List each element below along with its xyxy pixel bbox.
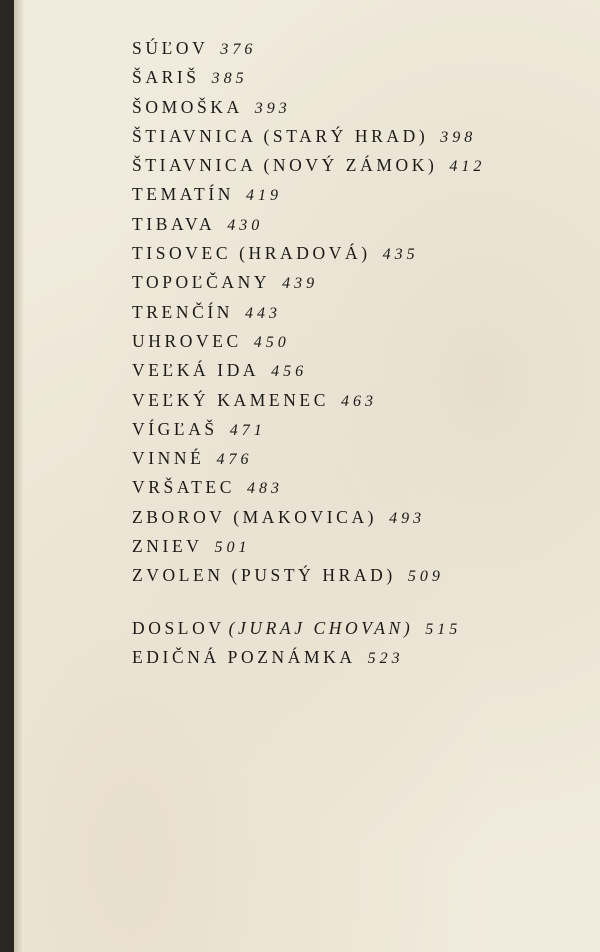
toc-entry-title: ŠOMOŠKA <box>132 96 243 117</box>
toc-entry <box>132 239 485 268</box>
toc-appendix-entry <box>132 614 485 643</box>
toc-entry <box>132 122 485 151</box>
toc-entry <box>132 415 485 444</box>
toc-entry <box>132 210 485 239</box>
toc-entry-page: 439 <box>282 275 319 293</box>
toc-entry-page: 376 <box>220 41 257 58</box>
toc-entry <box>132 34 485 63</box>
toc-entry-page: 393 <box>254 99 291 117</box>
toc-entry-page: 515 <box>425 620 462 638</box>
toc-entry <box>132 93 485 122</box>
toc-entry-page: 385 <box>211 70 248 88</box>
toc-entry-title: ZNIEV <box>132 536 203 557</box>
toc-entry-title: UHROVEC <box>132 330 242 351</box>
toc-appendix-entry <box>132 643 485 672</box>
toc-entry <box>132 532 485 561</box>
toc-entry <box>132 473 485 502</box>
toc-entry <box>132 63 485 92</box>
toc-entry-author: (JURAJ CHOVAN) <box>228 617 414 638</box>
toc-entry <box>132 298 485 327</box>
toc-entry <box>132 386 485 415</box>
book-page <box>14 0 600 952</box>
toc-entry-title: SÚĽOV <box>132 38 209 58</box>
toc-entry-title: TOPOĽČANY <box>132 272 271 293</box>
page-edge <box>14 0 24 952</box>
toc-entry-page: 412 <box>449 158 486 176</box>
toc-entry <box>132 444 485 473</box>
toc-entry-page: 450 <box>253 333 290 351</box>
toc-entry-page: 501 <box>214 539 251 557</box>
toc-entry <box>132 503 485 532</box>
toc-entry-title: ŠTIAVNICA (NOVÝ ZÁMOK) <box>132 155 438 176</box>
toc-entry-title: VEĽKÁ IDA <box>132 360 260 381</box>
toc-entry-page: 398 <box>440 128 477 146</box>
toc-entry-title: VINNÉ <box>132 448 205 469</box>
toc-entry-title: ŠTIAVNICA (STARÝ HRAD) <box>132 125 429 146</box>
toc-entry-title: TRENČÍN <box>132 301 234 322</box>
toc-entry <box>132 356 485 385</box>
toc-entry-title: TIBAVA <box>132 213 216 234</box>
toc-entry <box>132 561 485 590</box>
toc-entry-page: 456 <box>271 363 308 381</box>
table-of-contents <box>132 34 485 672</box>
toc-entry <box>132 327 485 356</box>
toc-entry-title: TISOVEC (HRADOVÁ) <box>132 243 371 264</box>
toc-entry-page: 483 <box>247 480 283 498</box>
toc-entry <box>132 180 485 209</box>
toc-entry-page: 493 <box>389 509 426 527</box>
toc-entry-page: 419 <box>246 187 282 205</box>
toc-entry-page: 435 <box>382 246 419 264</box>
toc-entry-page: 471 <box>229 421 266 439</box>
toc-entry-title: ZVOLEN (PUSTÝ HRAD) <box>132 565 396 586</box>
toc-entry-title: EDIČNÁ POZNÁMKA <box>132 646 356 667</box>
toc-entry-page: 443 <box>245 304 282 322</box>
toc-entry <box>132 268 485 297</box>
toc-entry-page: 509 <box>407 568 444 586</box>
toc-entry-page: 476 <box>216 451 253 469</box>
toc-entry-title: ZBOROV (MAKOVICA) <box>132 506 378 527</box>
toc-entry-title: ŠARIŠ <box>132 67 200 88</box>
toc-entry-page: 430 <box>227 216 264 234</box>
toc-entry-title: VRŠATEC <box>132 477 235 498</box>
toc-entry-title: VÍGĽAŠ <box>132 418 218 439</box>
toc-entry <box>132 151 485 180</box>
toc-entry-title: VEĽKÝ KAMENEC <box>132 389 329 410</box>
toc-entry-page: 463 <box>341 392 377 410</box>
toc-entry-title: TEMATÍN <box>132 184 234 205</box>
toc-entry-page: 523 <box>367 649 404 667</box>
toc-entry-title: DOSLOV <box>132 617 225 638</box>
